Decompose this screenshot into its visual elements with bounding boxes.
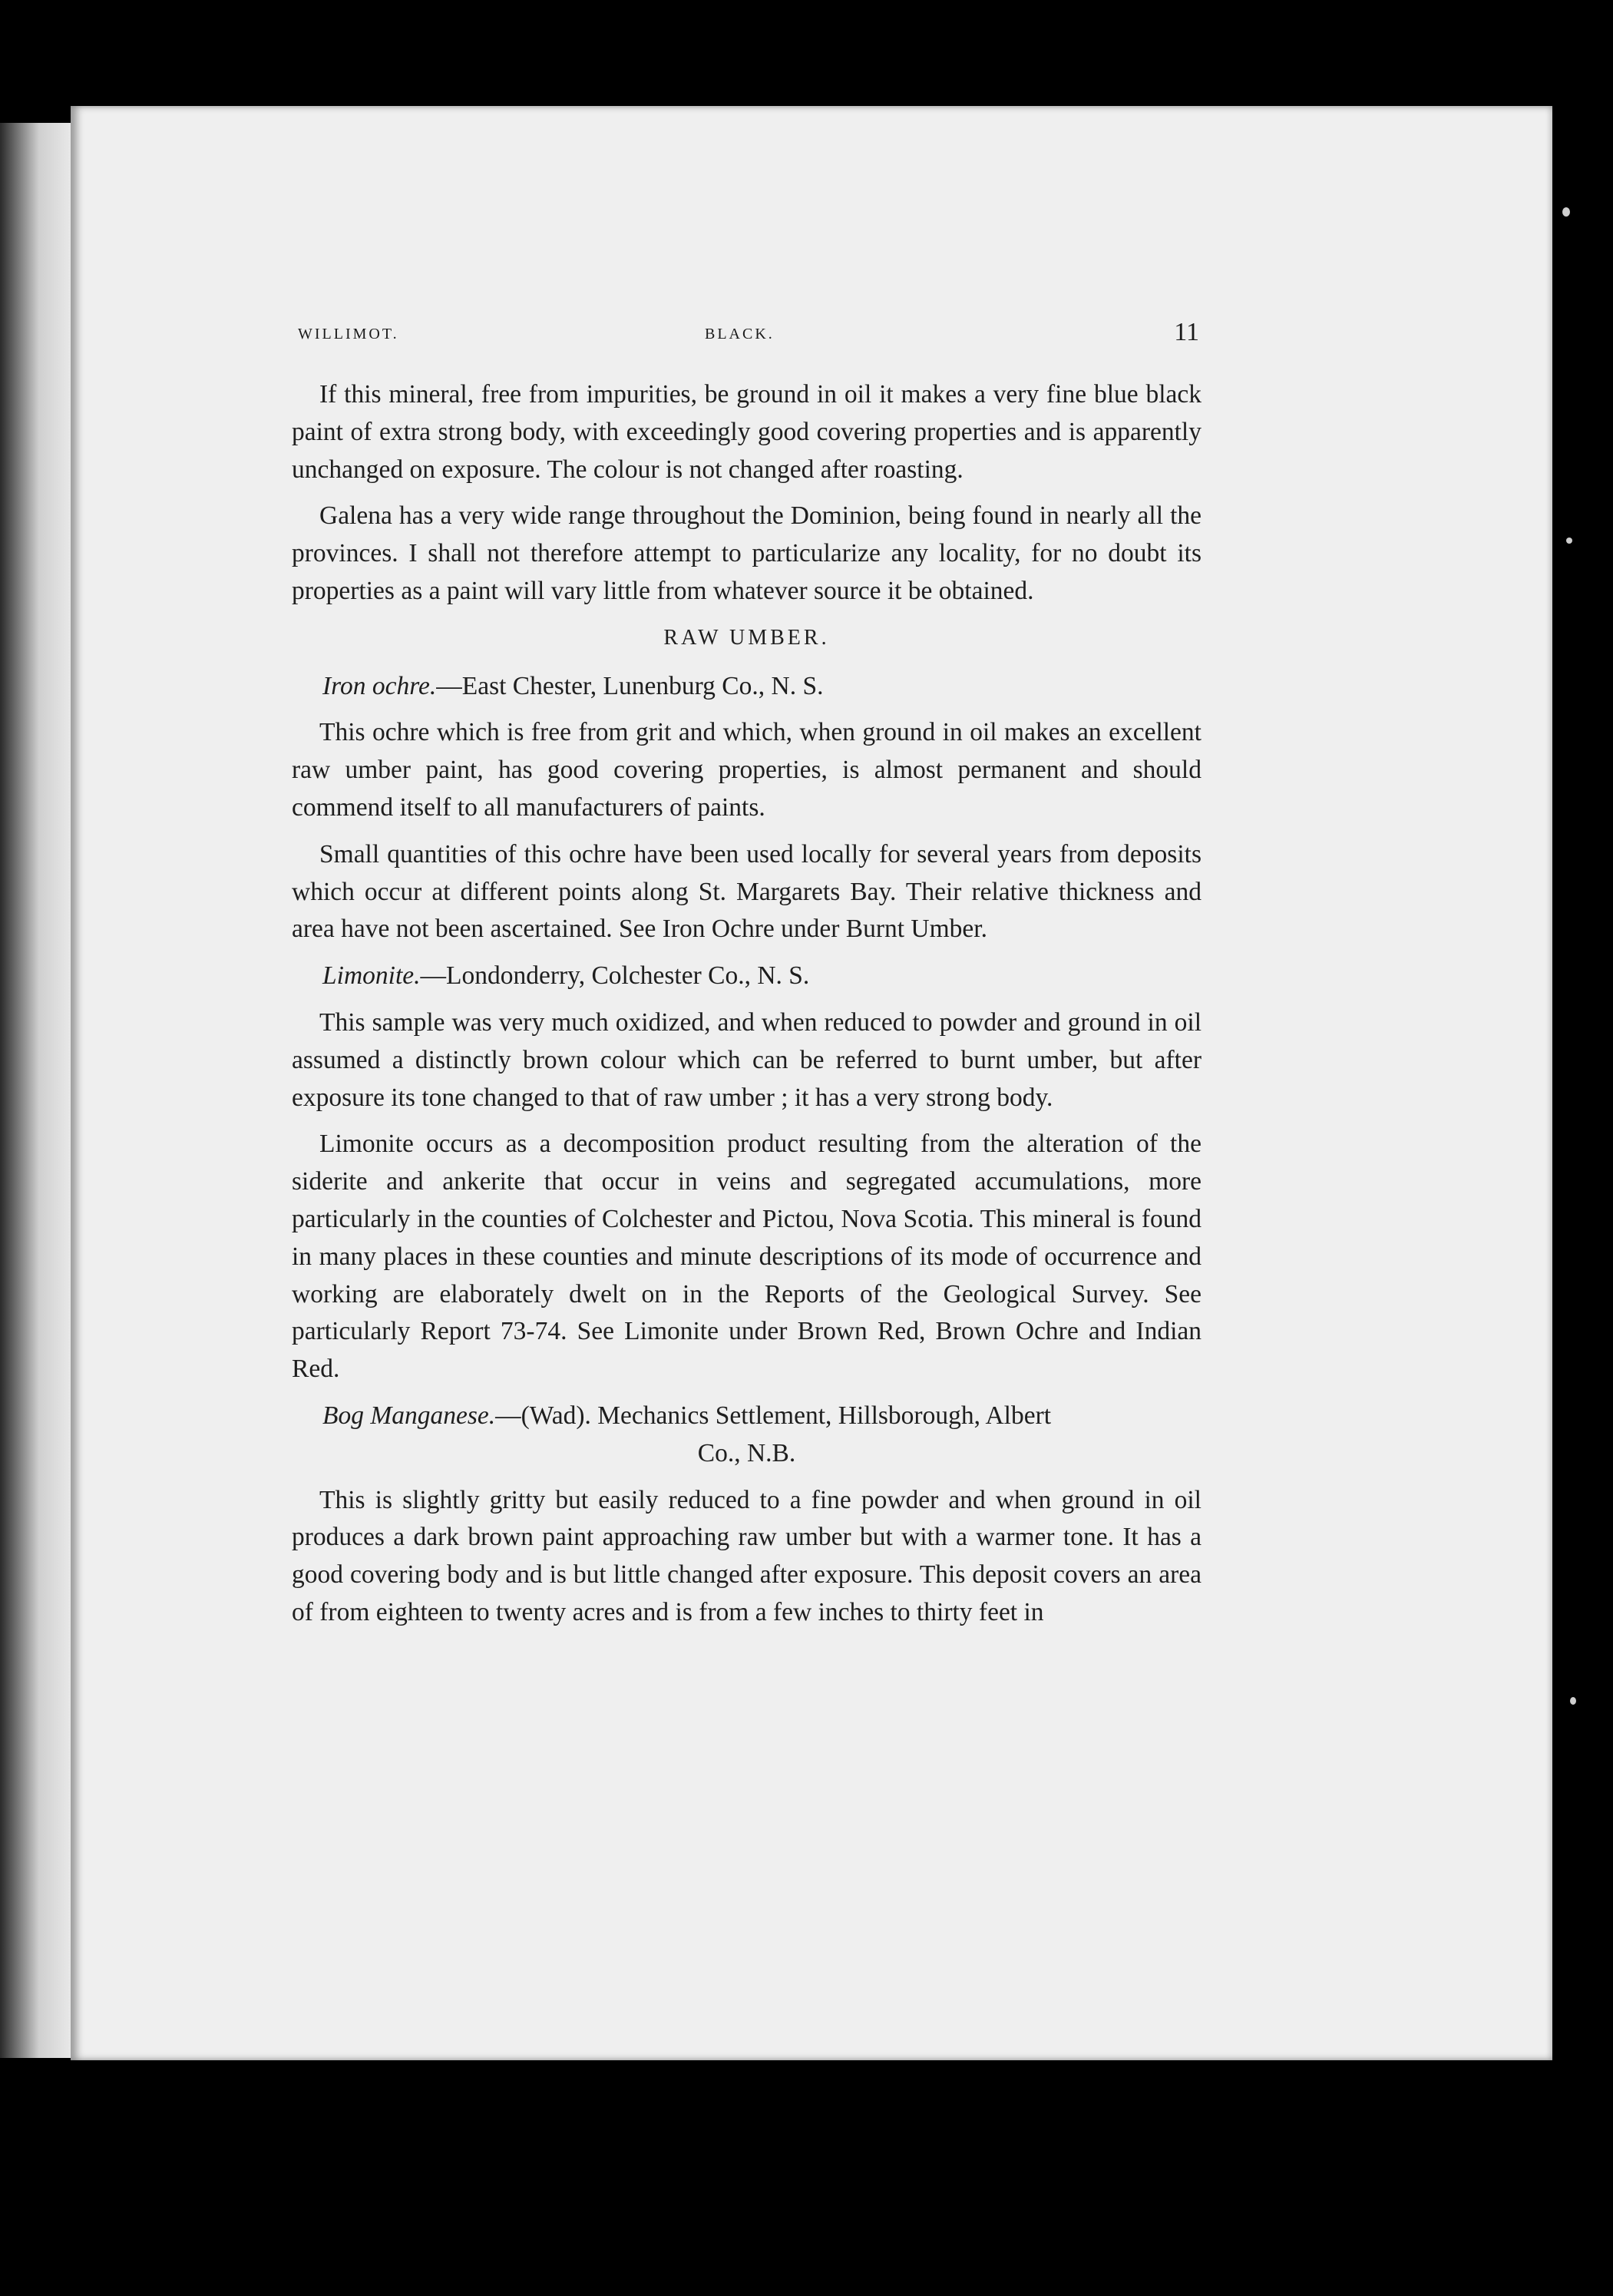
- entry-locality: —(Wad). Mechanics Settlement, Hillsborough, Albert: [495, 1401, 1052, 1430]
- entry-limonite: [292, 958, 1201, 995]
- paragraph-limonite-sample: This sample was very much oxidized, and when reduced to powder and ground in oil assumed a distinctly brown colour which can be referred to burnt umber, but after exposure its tone changed to that of raw umber ; it has a very strong body.: [292, 1007, 1201, 1112]
- paragraph-bog-manganese-description: This is slightly gritty but easily reduced to a fine powder and when ground in oil produces a dark brown paint approaching raw umber but with a warmer tone. It has a good covering body and is but little changed after exposure. This deposit covers an area of from eighteen to twenty acres and is from a few inches to thirty feet in: [292, 1485, 1201, 1626]
- scan-speck: [1566, 538, 1572, 544]
- paragraph-galena: Galena has a very wide range throughout the Dominion, being found in nearly all the provinces. I shall not therefore attempt to particularize any locality, for no doubt its properties as a paint will vary little from whatever source it be obtained.: [292, 501, 1201, 605]
- facing-page-edge: [0, 123, 71, 2058]
- running-head-author: WILLIMOT.: [298, 326, 399, 342]
- scan-speck: [1570, 1697, 1576, 1705]
- paragraph-iron-ochre-deposits: Small quantities of this ochre have been used locally for several years from deposits which occur at different points along St. Margarets Bay. Their relative thickness and area have not been ascertained. See Iron Ochre under Burnt Umber.: [292, 839, 1201, 944]
- entry-locality-continued: Co., N.B.: [697, 1438, 796, 1467]
- entry-title: Iron ochre.: [322, 671, 437, 700]
- running-head: [298, 318, 1204, 356]
- paragraph-limonite-occurrence: Limonite occurs as a decomposition product resulting from the alteration of the siderite and ankerite that occur in veins and segregated accumulations, more particularly in the counties of Colchester and Pictou, Nova Scotia. This mineral is found in many places in these counties and minute descriptions of its mode of occurrence and working are elaborately dwelt on in the Reports of the Geological Survey. See particularly Report 73-74. See Limonite under Brown Red, Brown Ochre and Indian Red.: [292, 1130, 1201, 1384]
- entry-title: Limonite.: [322, 961, 421, 991]
- entry-locality: —Londonderry, Colchester Co., N. S.: [420, 961, 810, 991]
- body-text: [292, 376, 1201, 1641]
- running-head-title: BLACK.: [705, 326, 775, 342]
- entry-locality: —East Chester, Lunenburg Co., N. S.: [436, 671, 824, 700]
- scan-speck: [1562, 207, 1570, 217]
- entry-title: Bog Manganese.: [322, 1401, 496, 1430]
- entry-bog-manganese: [292, 1398, 1201, 1435]
- section-heading-raw-umber: RAW UMBER.: [663, 625, 830, 650]
- paragraph-blue-black: If this mineral, free from impurities, be ground in oil it makes a very fine blue black paint of extra strong body, with exceedingly good covering properties and is apparently unchanged on exposure. The colour is not changed after roasting.: [292, 380, 1201, 484]
- page-number: 11: [1174, 318, 1199, 346]
- entry-iron-ochre: [292, 668, 1201, 706]
- paragraph-iron-ochre-description: This ochre which is free from grit and which, when ground in oil makes an excellent raw umber paint, has good covering properties, is almost permanent and should commend itself to all manufacturers of paints.: [292, 718, 1201, 822]
